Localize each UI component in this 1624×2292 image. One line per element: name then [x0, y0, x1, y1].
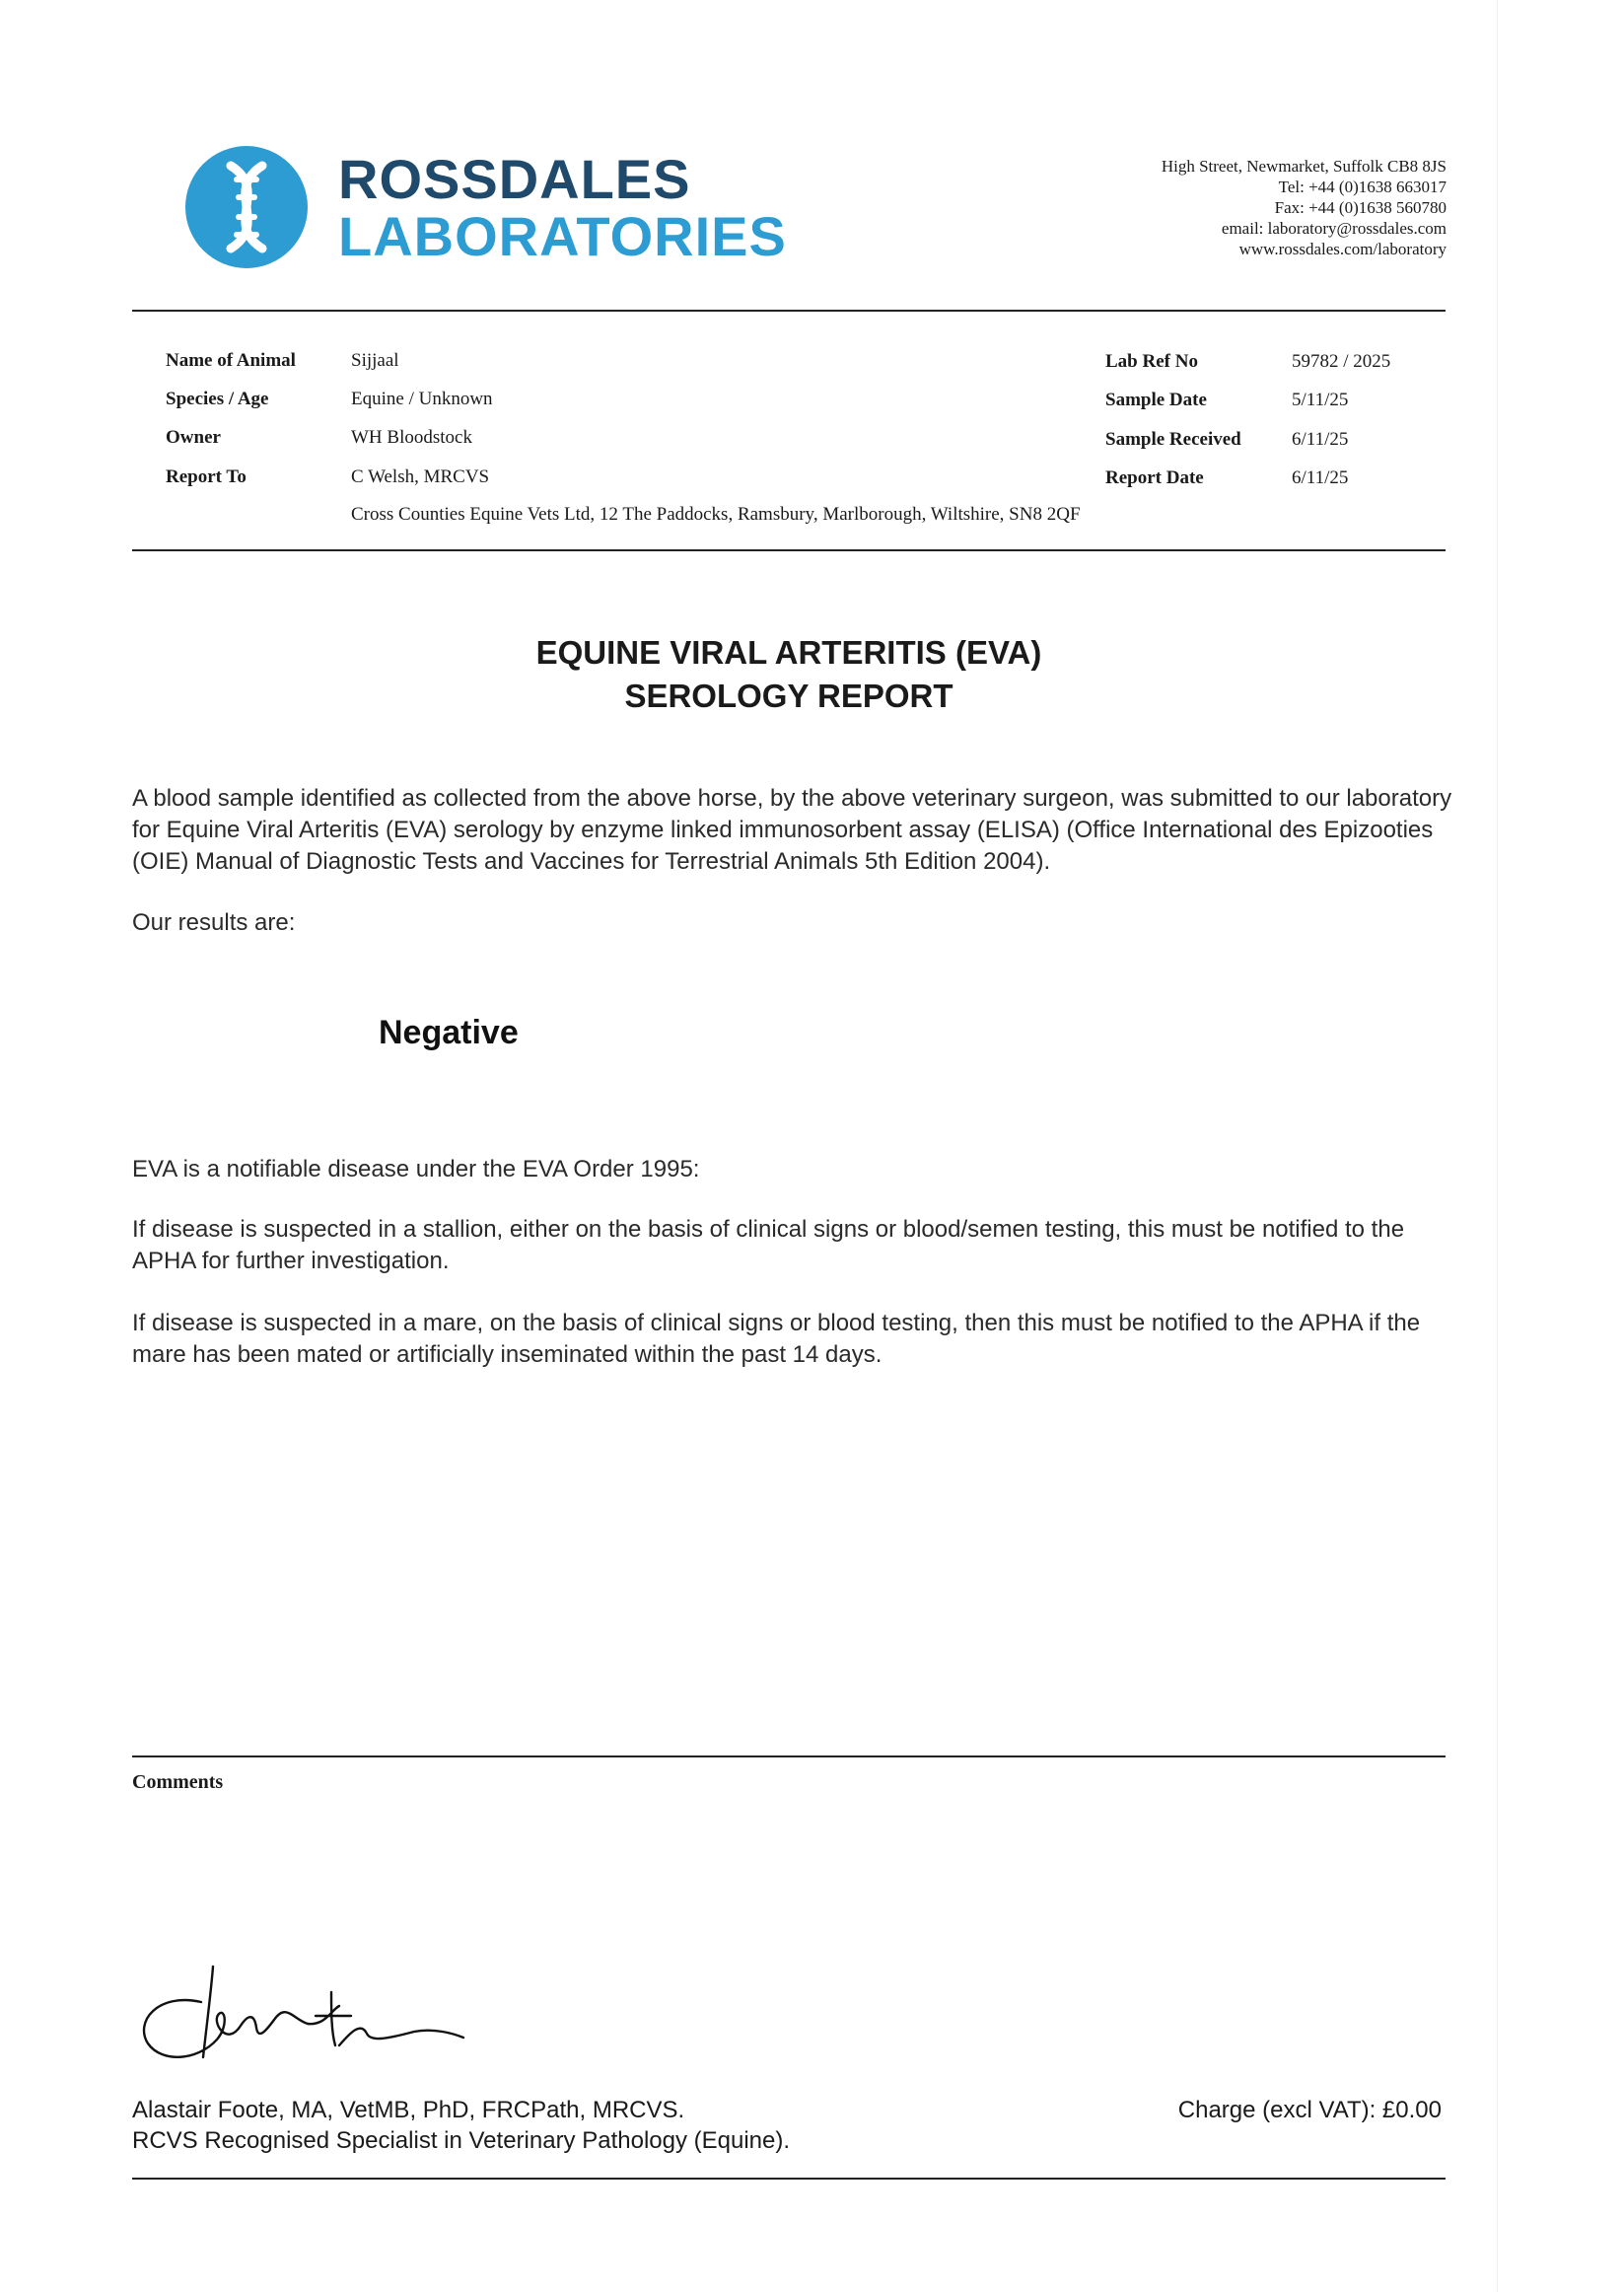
signature-image — [138, 1963, 473, 2081]
signer-title: RCVS Recognised Specialist in Veterinary Pathology (Equine). — [132, 2127, 791, 2154]
notifiable-notice: EVA is a notifiable disease under the EVA Order 1995: — [132, 1156, 700, 1182]
value-owner: WH Bloodstock — [351, 427, 472, 448]
stallion-notice: If disease is suspected in a stallion, either on the basis of clinical signs or blood/semen testing, this must be notified to the APHA for further investigation. — [132, 1216, 1405, 1274]
dna-helix-icon — [185, 146, 308, 268]
address-website: www.rossdales.com/laboratory — [1238, 240, 1447, 258]
label-sample-received: Sample Received — [1105, 429, 1241, 450]
charge-amount: Charge (excl VAT): £0.00 — [1177, 2097, 1442, 2123]
footer-divider — [132, 2178, 1446, 2180]
value-name-of-animal: Sijjaal — [351, 350, 399, 371]
value-species-age: Equine / Unknown — [351, 389, 493, 409]
label-species-age: Species / Age — [166, 389, 269, 409]
label-report-date: Report Date — [1105, 467, 1204, 488]
signer-block — [132, 2095, 790, 2156]
brand-name-line2: LABORATORIES — [338, 205, 787, 267]
address-tel: Tel: +44 (0)1638 663017 — [1278, 178, 1447, 196]
mare-notice: If disease is suspected in a mare, on the basis of clinical signs or blood testing, then this must be notified to the APHA if the mare has been mated or artificially inseminated within the past 14 days. — [132, 1310, 1421, 1368]
page-edge — [1497, 0, 1498, 2292]
lab-address — [1162, 156, 1447, 259]
label-sample-date: Sample Date — [1105, 390, 1207, 410]
intro-paragraph: A blood sample identified as collected from the above horse, by the above veterinary surgeon, was submitted to our laboratory for Equine Viral Arteritis (EVA) serology by enzyme linked immunosorbent assay (ELISA) (Office International des Epizooties (OIE) Manual of Diagnostic Tests and Vaccines for Terrestrial Animals 5th Edition 2004). — [132, 785, 1452, 875]
header-divider — [132, 310, 1446, 312]
value-lab-ref: 59782 / 2025 — [1292, 351, 1391, 372]
result-value: Negative — [379, 1014, 519, 1051]
comments-divider — [132, 1755, 1446, 1757]
value-sample-date: 5/11/25 — [1292, 390, 1349, 410]
signer-name: Alastair Foote, MA, VetMB, PhD, FRCPath, MRCVS. — [132, 2097, 685, 2123]
label-report-to: Report To — [166, 466, 247, 487]
label-lab-ref: Lab Ref No — [1105, 351, 1198, 372]
details-divider — [132, 549, 1446, 551]
report-title-line1: EQUINE VIRAL ARTERITIS (EVA) — [535, 634, 1042, 671]
address-email: email: laboratory@rossdales.com — [1221, 219, 1447, 238]
label-owner: Owner — [166, 427, 221, 448]
value-sample-received: 6/11/25 — [1292, 429, 1349, 450]
brand-name-line1: ROSSDALES — [338, 148, 691, 210]
label-name-of-animal: Name of Animal — [166, 350, 296, 371]
address-fax: Fax: +44 (0)1638 560780 — [1274, 198, 1447, 217]
report-to-address: Cross Counties Equine Vets Ltd, 12 The Paddocks, Ramsbury, Marlborough, Wiltshire, SN8 2QF — [351, 504, 1081, 525]
value-report-date: 6/11/25 — [1292, 467, 1349, 488]
results-intro: Our results are: — [132, 909, 296, 936]
report-title-line2: SEROLOGY REPORT — [624, 678, 953, 714]
comments-label: Comments — [132, 1771, 224, 1793]
value-report-to: C Welsh, MRCVS — [351, 466, 490, 487]
address-street: High Street, Newmarket, Suffolk CB8 8JS — [1161, 157, 1447, 176]
